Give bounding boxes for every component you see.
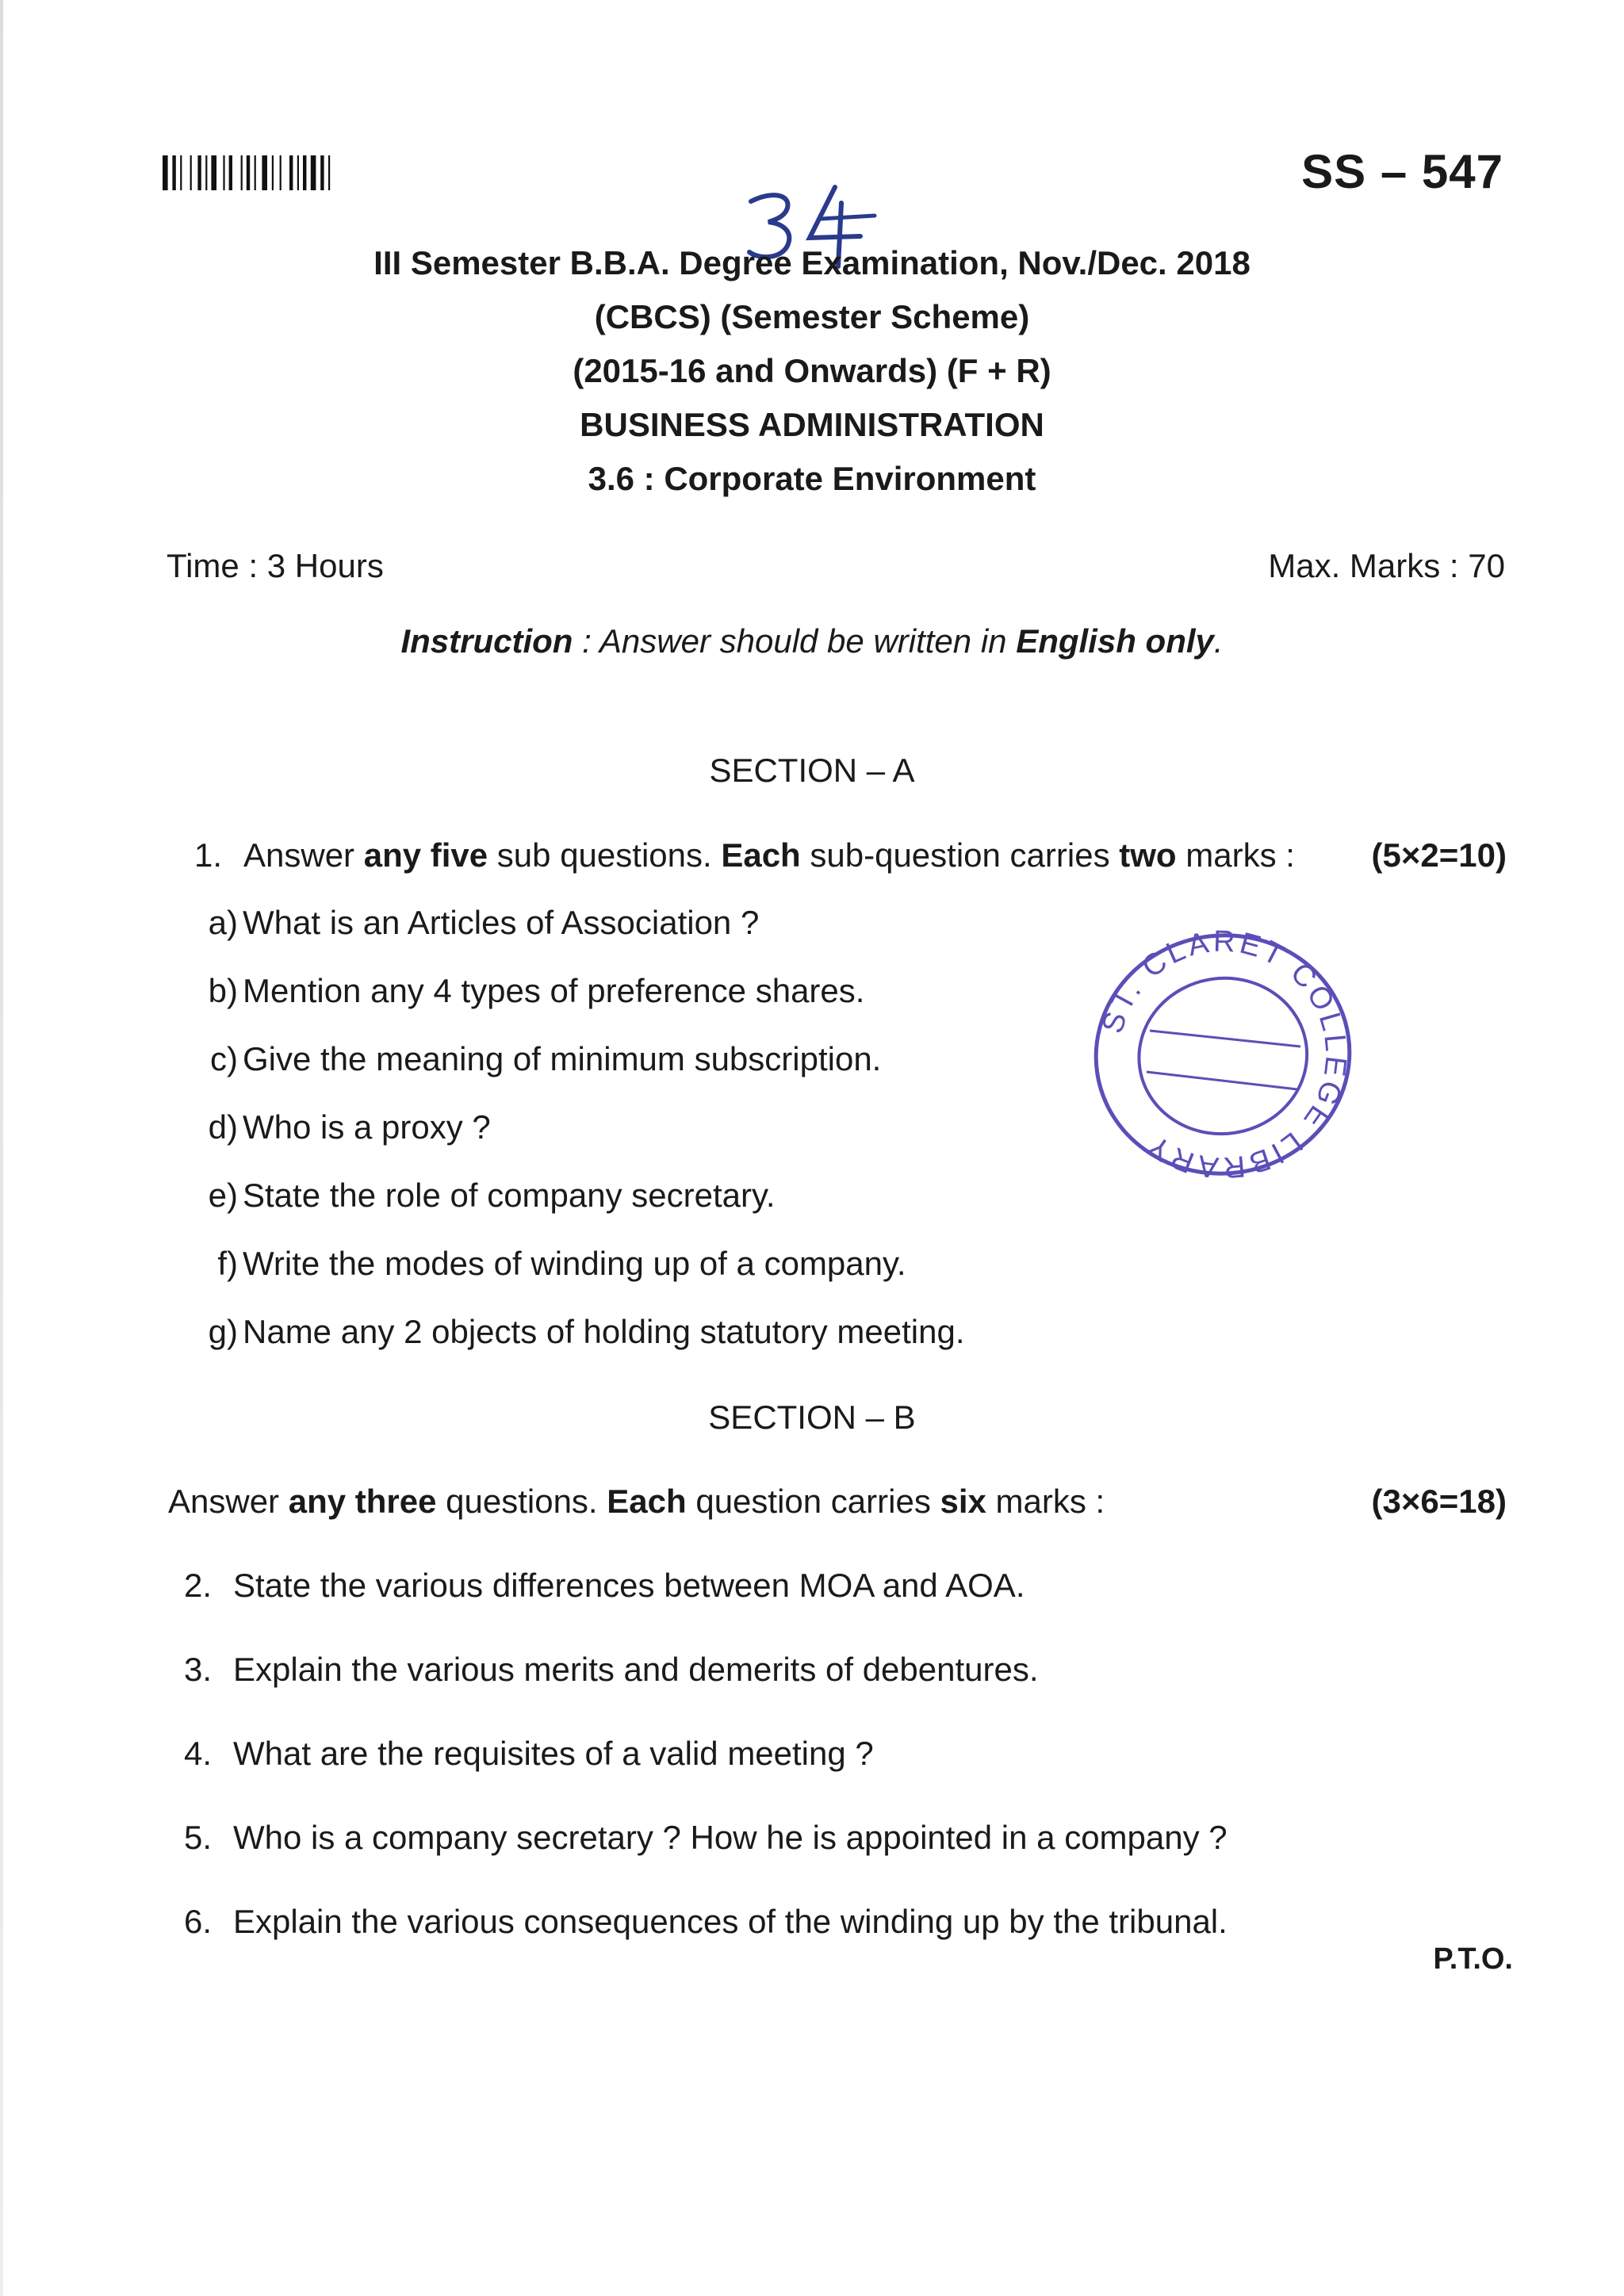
instruction-end: .	[1213, 622, 1224, 660]
section-b-instruction	[168, 1483, 1105, 1521]
sub-text: Who is a proxy ?	[243, 1108, 491, 1146]
sub-text: Write the modes of winding up of a company.	[243, 1245, 906, 1282]
instruction	[0, 622, 1624, 660]
page-edge-shadow	[0, 0, 3, 2296]
question-1	[194, 836, 1295, 874]
q1-text: sub questions.	[488, 836, 722, 874]
library-stamp	[1088, 920, 1358, 1189]
please-turn-over: P.T.O.	[1433, 1942, 1513, 1976]
secb-bold: Each	[607, 1483, 687, 1520]
question-number: 4.	[184, 1735, 213, 1772]
question-text: State the various differences between MOA and AOA.	[233, 1567, 1025, 1604]
question-number: 1.	[194, 836, 223, 874]
sub-label: g)	[208, 1313, 238, 1350]
sub-question-e	[190, 1177, 776, 1215]
sub-question-b	[190, 972, 864, 1010]
exam-paper-title: 3.6 : Corporate Environment	[588, 460, 1036, 497]
sub-label: d)	[208, 1108, 238, 1146]
section-b-marks: (3×6=18)	[1371, 1483, 1507, 1520]
sub-text: What is an Articles of Association ?	[243, 904, 760, 941]
q1-bold: Each	[721, 836, 801, 874]
sub-text: Give the meaning of minimum subscription.	[243, 1040, 882, 1077]
q1-marks: (5×2=10)	[1371, 836, 1507, 874]
sub-label: e)	[208, 1177, 238, 1214]
sub-label: b)	[208, 972, 238, 1009]
instruction-emphasis: English only	[1016, 622, 1214, 660]
sub-text: Mention any 4 types of preference shares.	[243, 972, 865, 1009]
question-5	[184, 1819, 1228, 1857]
q1-bold: any five	[363, 836, 488, 874]
q1-text: sub-question carries	[800, 836, 1120, 874]
instruction-label: Instruction	[400, 622, 573, 660]
q1-text: marks :	[1176, 836, 1295, 874]
question-text: Explain the various consequences of the winding up by the tribunal.	[233, 1903, 1228, 1940]
paper-code: SS – 547	[1301, 145, 1503, 198]
question-text: Who is a company secretary ? How he is appointed in a company ?	[233, 1819, 1228, 1856]
question-text: Explain the various merits and demerits of debentures.	[233, 1651, 1039, 1688]
sub-question-d	[190, 1108, 491, 1146]
instruction-sep: :	[573, 622, 599, 660]
secb-text: questions.	[436, 1483, 607, 1520]
sub-label: a)	[208, 904, 238, 941]
question-number: 6.	[184, 1903, 213, 1940]
sub-question-c	[190, 1040, 881, 1078]
secb-text: question carries	[686, 1483, 940, 1520]
svg-text:ST. CLARET COLLEGE LIBRARY	[1096, 925, 1353, 1184]
sub-label: c)	[210, 1040, 238, 1077]
question-3	[184, 1651, 1039, 1689]
question-2	[184, 1567, 1025, 1605]
question-6	[184, 1903, 1228, 1941]
section-b-title: SECTION – B	[708, 1399, 916, 1436]
sub-label: f)	[217, 1245, 238, 1282]
sub-question-f	[190, 1245, 906, 1283]
sub-text: Name any 2 objects of holding statutory meeting.	[243, 1313, 965, 1350]
sub-question-a	[190, 904, 759, 942]
secb-text: marks :	[986, 1483, 1105, 1520]
sub-text: State the role of company secretary.	[243, 1177, 776, 1214]
question-text: What are the requisites of a valid meeting ?	[233, 1735, 874, 1772]
barcode	[163, 155, 377, 190]
exam-subject: BUSINESS ADMINISTRATION	[580, 406, 1044, 443]
question-number: 3.	[184, 1651, 213, 1688]
secb-bold: any three	[288, 1483, 437, 1520]
sub-question-g	[190, 1313, 965, 1351]
exam-max-marks: Max. Marks : 70	[1268, 547, 1505, 584]
section-a-title: SECTION – A	[709, 752, 915, 789]
instruction-text: Answer should be written in	[599, 622, 1017, 660]
q1-text: Answer	[243, 836, 364, 874]
question-number: 5.	[184, 1819, 213, 1856]
exam-title-line1: III Semester B.B.A. Degree Examination, Nov./Dec. 2018	[373, 244, 1251, 281]
secb-text: Answer	[168, 1483, 289, 1520]
exam-title-line3: (2015-16 and Onwards) (F + R)	[573, 352, 1051, 389]
question-4	[184, 1735, 874, 1773]
exam-title-line2: (CBCS) (Semester Scheme)	[594, 298, 1030, 335]
question-number: 2.	[184, 1567, 213, 1604]
stamp-text: ST. CLARET COLLEGE LIBRARY	[1095, 924, 1353, 1184]
exam-time: Time : 3 Hours	[167, 547, 384, 584]
q1-bold: two	[1119, 836, 1177, 874]
secb-bold: six	[940, 1483, 986, 1520]
